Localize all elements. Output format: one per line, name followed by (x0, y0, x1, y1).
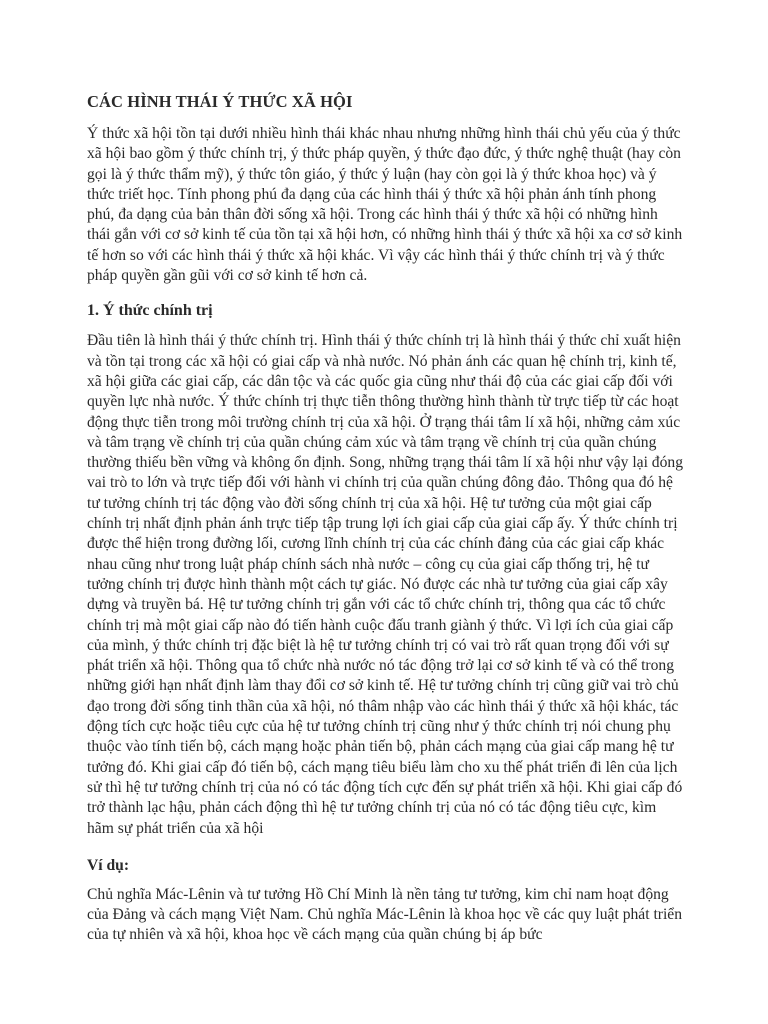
document-page (87, 91, 683, 956)
page-title: CÁC HÌNH THÁI Ý THỨC XÃ HỘI (87, 92, 353, 111)
section-body-paragraph: Đầu tiên là hình thái ý thức chính trị. Hình thái ý thức chính trị là hình thái ý thức chỉ xuất hiện và tồn tại trong các xã hội có giai cấp và nhà nước. Nó phản ánh các quan hệ chính trị, kinh tế, xã hội giữa các giai cấp, các dân tộc và các quốc gia cũng như thái độ của các giai cấp đối với quyền lực nhà nước. Ý thức chính trị thực tiễn thông thường hình thành từ trực tiếp từ các hoạt động thực tiễn trong môi trường chính trị của xã hội. Ở trạng thái tâm lí xã hội, những cảm xúc và tâm trạng về chính trị của quần chúng cảm xúc và tâm trạng về chính trị của quần chúng thường thiếu bền vững và không ổn định. Song, những trạng thái tâm lí xã hội như vậy lại đóng vai trò to lớn và trực tiếp đối với hành vi chính trị của quần chúng đông đảo. Thông qua đó hệ tư tưởng chính trị tác động vào đời sống chính trị của xã hội. Hệ tư tưởng của một giai cấp chính trị nhất định phản ánh trực tiếp tập trung lợi ích giai cấp của giai cấp ấy. Ý thức chính trị được thể hiện trong đường lối, cương lĩnh chính trị của các chính đảng của các giai cấp khác nhau cũng như trong luật pháp chính sách nhà nước – công cụ của giai cấp thống trị, hệ tư tưởng chính trị được hình thành một cách tự giác. Nó được các nhà tư tưởng của giai cấp xây dựng và truyền bá. Hệ tư tưởng chính trị gắn với các tổ chức chính trị, thông qua các tổ chức chính trị mà một giai cấp nào đó tiến hành cuộc đấu tranh giành ý thức. Vì lợi ích của giai cấp của mình, ý thức chính trị đặc biệt là hệ tư tưởng chính trị có vai trò rất quan trọng đối với sự phát triển xã hội. Thông qua tổ chức nhà nước nó tác động trở lại cơ sở kinh tế và có thể trong những giới hạn nhất định làm thay đổi cơ sở kinh tế. Hệ tư tưởng chính trị cũng giữ vai trò chủ đạo trong đời sống tinh thần của xã hội, nó thâm nhập vào các hình thái ý thức xã hội khác, tác động tích cực hoặc tiêu cực của hệ tư tưởng chính trị cũng như ý thức chính trị nói chung phụ thuộc vào tính tiến bộ, cách mạng hoặc phản tiến bộ, phản cách mạng của giai cấp mang hệ tư tưởng đó. Khi giai cấp đó tiến bộ, cách mạng tiêu biểu làm cho xu thế phát triển đi lên của lịch sử thì hệ tư tưởng chính trị của nó có tác động tích cực đến sự phát triển xã hội. Khi giai cấp đó trở thành lạc hậu, phản cách động thì hệ tư tưởng chính trị của nó có tác động tiêu cực, kìm hãm sự phát triển của xã hội (87, 332, 683, 837)
section-heading: 1. Ý thức chính trị (87, 302, 213, 320)
example-heading: Ví dụ: (87, 856, 130, 874)
intro-paragraph: Ý thức xã hội tồn tại dưới nhiều hình thái khác nhau nhưng những hình thái chủ yếu của ý thức xã hội bao gồm ý thức chính trị, ý thức pháp quyền, ý thức đạo đức, ý thức nghệ thuật (hay còn gọi là ý thức thẩm mỹ), ý thức tôn giáo, ý thức ý luận (hay còn gọi là ý thức khoa học) và ý thức triết học. Tính phong phú đa dạng của các hình thái ý thức xã hội phản ánh tính phong phú, đa dạng của bản thân đời sống xã hội. Trong các hình thái ý thức xã hội có những hình thái gắn với cơ sở kinh tế của tồn tại xã hội hơn, có những hình thái ý thức xã hội xa cơ sở kinh tế hơn so với các hình thái ý thức xã hội khác. Vì vậy các hình thái ý thức chính trị và ý thức pháp quyền gần gũi với cơ sở kinh tế hơn cả. (87, 125, 683, 285)
example-paragraph: Chủ nghĩa Mác-Lênin và tư tưởng Hồ Chí Minh là nền tảng tư tưởng, kim chỉ nam hoạt động của Đảng và cách mạng Việt Nam. Chủ nghĩa Mác-Lênin là khoa học về các quy luật phát triển của tự nhiên và xã hội, khoa học về cách mạng của quần chúng bị áp bức (87, 885, 683, 944)
